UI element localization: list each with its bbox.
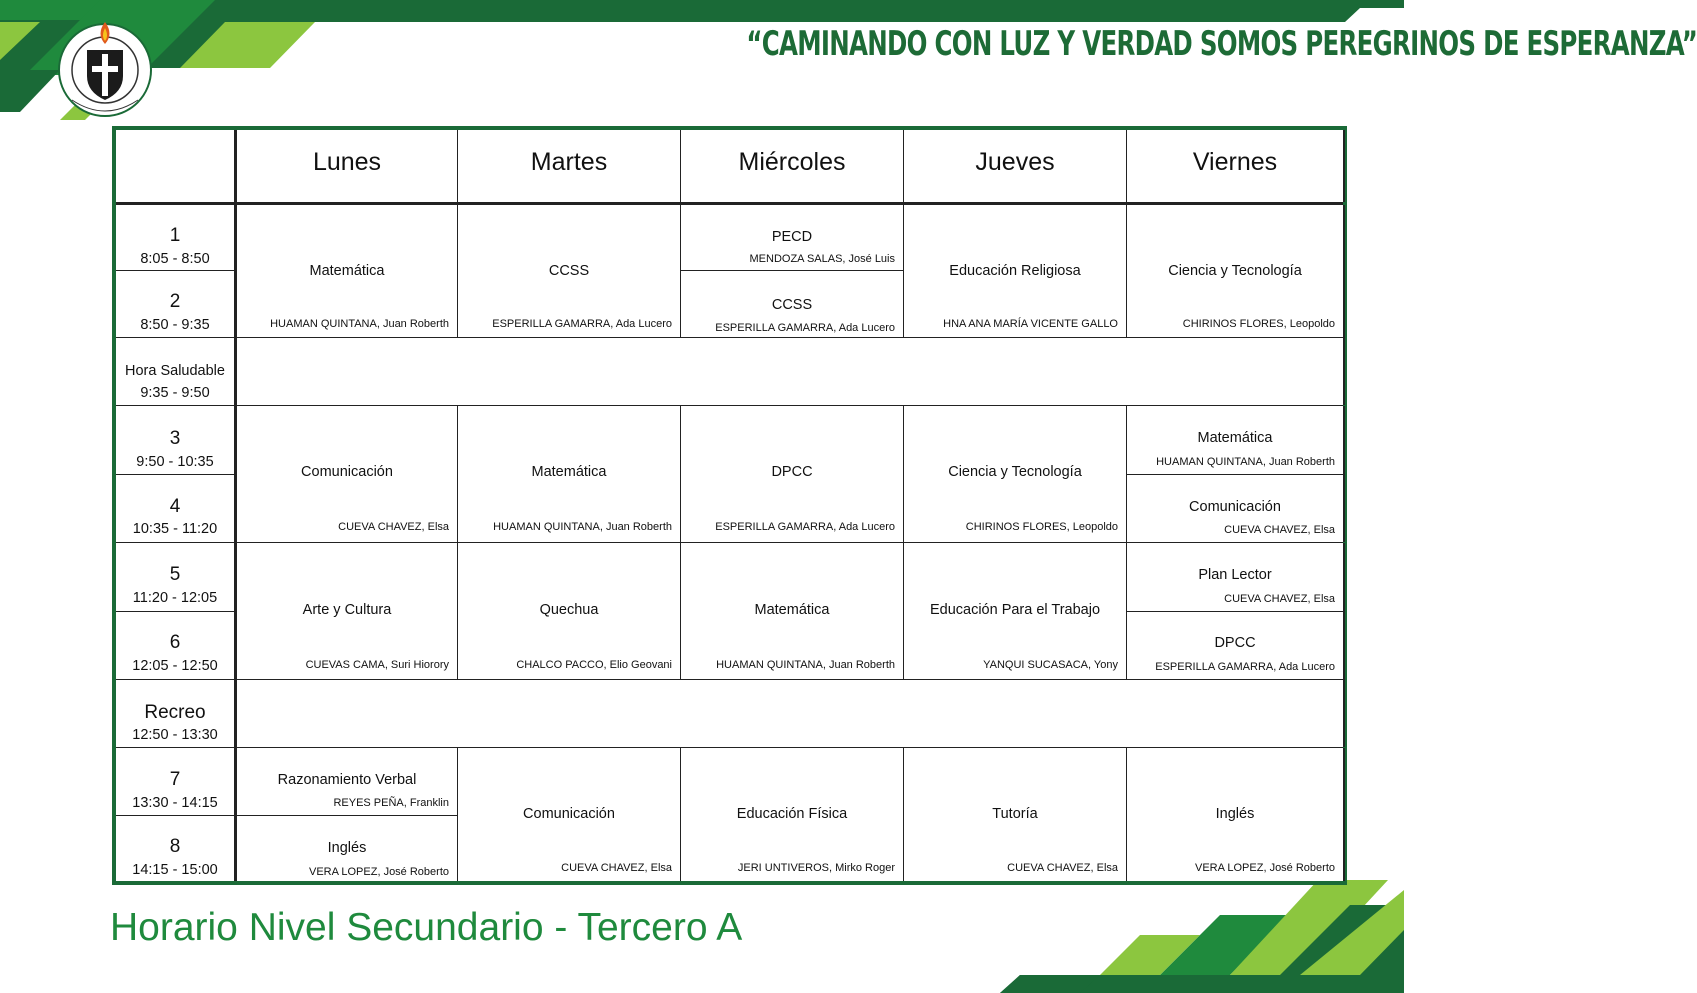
subject-name: PECD (771, 229, 813, 245)
period-1 (116, 205, 234, 270)
period-recreo (116, 680, 234, 747)
period-time: 13:30 - 14:15 (132, 795, 218, 811)
teacher-name: CUEVA CHAVEZ, Elsa (561, 862, 672, 874)
subject-name: DPCC (1214, 635, 1256, 651)
period-time: 8:50 - 9:35 (140, 317, 210, 333)
subject-name: Inglés (1215, 806, 1255, 822)
period-8 (116, 816, 234, 881)
period-number: 7 (169, 769, 181, 790)
teacher-name: VERA LOPEZ, José Roberto (1194, 862, 1335, 874)
teacher-name: HUAMAN QUINTANA, Juan Roberth (1156, 456, 1335, 468)
period-7 (116, 748, 234, 815)
subject-name: CCSS (548, 263, 590, 279)
schedule-table (112, 126, 1347, 885)
teacher-name: CUEVA CHAVEZ, Elsa (338, 521, 449, 533)
subject-name: Ciencia y Tecnología (1168, 263, 1302, 279)
subject-name: Ciencia y Tecnología (948, 464, 1082, 480)
class-cell (904, 205, 1126, 337)
teacher-name: CHIRINOS FLORES, Leopoldo (965, 521, 1118, 533)
day-header-jueves: Jueves (975, 148, 1055, 176)
class-cell (681, 543, 903, 679)
subject-name: Quechua (539, 602, 599, 618)
day-header-lunes: Lunes (312, 148, 382, 176)
subject-name: Comunicación (1189, 499, 1281, 515)
subject-name: Matemática (754, 602, 830, 618)
class-cell (681, 406, 903, 542)
period-hora-saludable (116, 338, 234, 405)
period-6 (116, 612, 234, 679)
period-time: 10:35 - 11:20 (132, 521, 218, 537)
teacher-name: CUEVAS CAMA, Suri Hiorory (305, 659, 449, 671)
subject-name: Razonamiento Verbal (277, 772, 417, 788)
class-cell (458, 406, 680, 542)
teacher-name: ESPERILLA GAMARRA, Ada Lucero (492, 318, 672, 330)
class-cell (237, 543, 457, 679)
day-header-viernes: Viernes (1192, 148, 1278, 176)
subject-name: Inglés (327, 840, 367, 856)
day-header-miercoles: Miércoles (738, 148, 846, 176)
class-cell (681, 271, 903, 337)
day-header-martes: Martes (530, 148, 608, 176)
class-cell (904, 406, 1126, 542)
subject-name: Comunicación (301, 464, 393, 480)
period-time: 8:05 - 8:50 (140, 251, 210, 267)
teacher-name: HUAMAN QUINTANA, Juan Roberth (493, 521, 672, 533)
subject-name: Arte y Cultura (302, 602, 392, 618)
class-cell (458, 748, 680, 881)
class-cell (1127, 748, 1343, 881)
period-number: 5 (169, 564, 181, 585)
period-label: Recreo (144, 702, 206, 723)
class-cell (681, 205, 903, 270)
period-time: 11:20 - 12:05 (132, 590, 218, 606)
period-label: Hora Saludable (125, 363, 225, 379)
subject-name: CCSS (771, 297, 813, 313)
period-time: 9:50 - 10:35 (136, 454, 214, 470)
teacher-name: HNA ANA MARÍA VICENTE GALLO (943, 318, 1118, 330)
teacher-name: MENDOZA SALAS, José Luis (749, 253, 895, 265)
slogan-title: “CAMINANDO CON LUZ Y VERDAD SOMOS PEREGRINOS DE ESPERANZA” (746, 24, 1697, 64)
teacher-name: VERA LOPEZ, José Roberto (308, 866, 449, 878)
class-cell (237, 816, 457, 881)
teacher-name: YANQUI SUCASACA, Yony (983, 659, 1118, 671)
class-cell (1127, 406, 1343, 474)
subject-name: Plan Lector (1198, 567, 1272, 583)
subject-name: DPCC (771, 464, 813, 480)
period-number: 1 (169, 225, 181, 246)
period-number: 3 (169, 428, 181, 449)
period-time: 12:50 - 13:30 (132, 727, 218, 743)
class-cell (904, 748, 1126, 881)
teacher-name: CUEVA CHAVEZ, Elsa (1224, 593, 1335, 605)
class-cell (904, 543, 1126, 679)
subject-name: Comunicación (523, 806, 615, 822)
teacher-name: CHALCO PACCO, Elio Geovani (516, 659, 672, 671)
class-cell (1127, 543, 1343, 611)
school-logo (52, 14, 158, 120)
period-5 (116, 543, 234, 611)
teacher-name: ESPERILLA GAMARRA, Ada Lucero (715, 322, 895, 334)
teacher-name: REYES PEÑA, Franklin (333, 797, 449, 809)
teacher-name: CHIRINOS FLORES, Leopoldo (1182, 318, 1335, 330)
subject-name: Tutoría (992, 806, 1038, 822)
teacher-name: CUEVA CHAVEZ, Elsa (1007, 862, 1118, 874)
period-4 (116, 475, 234, 542)
class-cell (1127, 475, 1343, 542)
teacher-name: HUAMAN QUINTANA, Juan Roberth (270, 318, 449, 330)
class-cell (1127, 205, 1343, 337)
subject-name: Matemática (531, 464, 607, 480)
teacher-name: HUAMAN QUINTANA, Juan Roberth (716, 659, 895, 671)
teacher-name: ESPERILLA GAMARRA, Ada Lucero (1155, 661, 1335, 673)
subject-name: Matemática (1197, 430, 1273, 446)
class-cell (1127, 612, 1343, 679)
teacher-name: CUEVA CHAVEZ, Elsa (1224, 524, 1335, 536)
period-number: 2 (169, 291, 181, 312)
period-time: 12:05 - 12:50 (132, 658, 218, 674)
subject-name: Educación Física (736, 806, 848, 822)
class-cell (237, 748, 457, 815)
period-time: 9:35 - 9:50 (140, 385, 210, 401)
subject-name: Matemática (309, 263, 385, 279)
class-cell (458, 205, 680, 337)
teacher-name: ESPERILLA GAMARRA, Ada Lucero (715, 521, 895, 533)
class-cell (237, 205, 457, 337)
subject-name: Educación Religiosa (949, 263, 1081, 279)
class-cell (681, 748, 903, 881)
teacher-name: JERI UNTIVEROS, Mirko Roger (737, 862, 895, 874)
class-cell (237, 406, 457, 542)
period-number: 6 (169, 632, 181, 653)
period-2 (116, 271, 234, 337)
period-number: 8 (169, 836, 181, 857)
subject-name: Educación Para el Trabajo (929, 602, 1101, 618)
period-time: 14:15 - 15:00 (132, 862, 218, 878)
schedule-title: Horario Nivel Secundario - Tercero A (110, 906, 743, 949)
period-number: 4 (169, 496, 181, 517)
period-3 (116, 406, 234, 474)
class-cell (458, 543, 680, 679)
